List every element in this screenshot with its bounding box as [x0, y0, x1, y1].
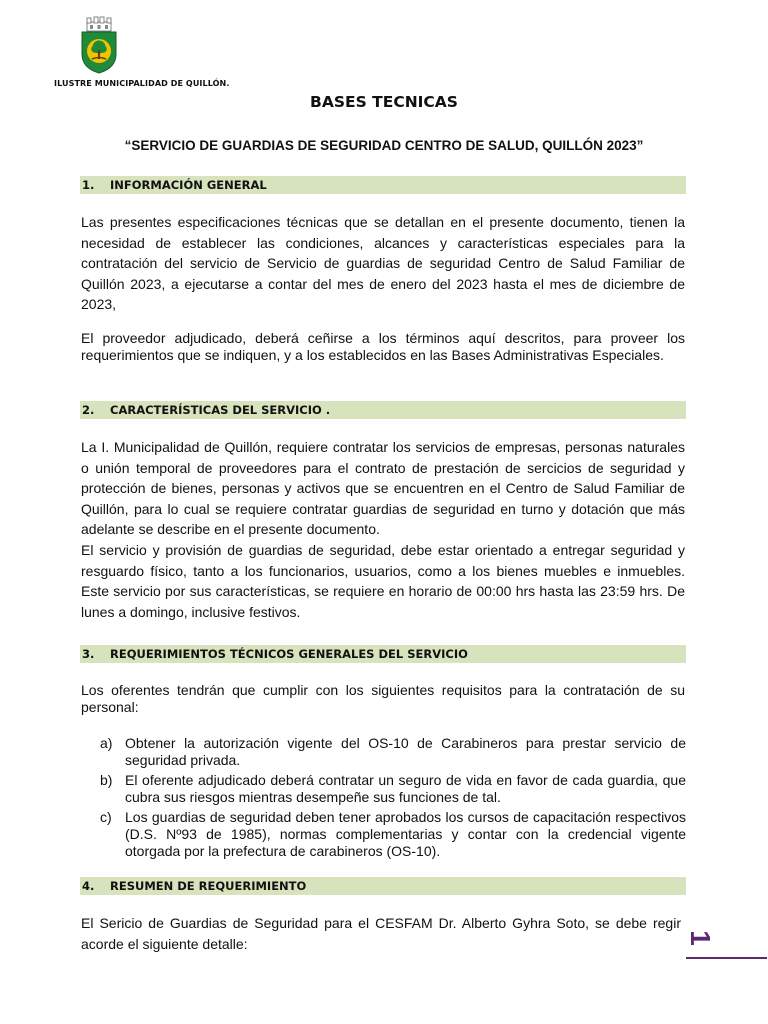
paragraph: Los oferentes tendrán que cumplir con los siguientes requisitos para la contratación de su personal:	[81, 682, 685, 716]
document-subtitle: “SERVICIO DE GUARDIAS DE SEGURIDAD CENTRO DE SALUD, QUILLÓN 2023”	[124, 138, 644, 153]
paragraph: El Sericio de Guardias de Seguridad para el CESFAM Dr. Alberto Gyhra Soto, se debe regir acorde el siguiente detalle:	[81, 915, 681, 952]
municipal-coat-of-arms-icon	[80, 16, 118, 74]
section-heading	[80, 645, 686, 663]
section-title: REQUERIMIENTOS TÉCNICOS GENERALES DEL SERVICIO	[110, 647, 468, 661]
paragraph: La I. Municipalidad de Quillón, requiere contratar los servicios de empresas, personas naturales o unión temporal de proveedores para el contrato de prestación de sercicios de seguridad y protección de bienes, personas y activos que se encuentren en el Centro de Salud Familiar de Quillón, para lo cual se requiere contratar guardias de seguridad en turno y dotación que más adelante se describe en el presente documento.	[81, 439, 685, 538]
page-number-rule	[686, 957, 767, 959]
section-heading	[80, 176, 686, 194]
requirements-list	[100, 735, 686, 863]
section-title: CARACTERÍSTICAS DEL SERVICIO .	[110, 403, 331, 417]
list-item-text: El oferente adjudicado deberá contratar un seguro de vida en favor de cada guardia, que cubra sus riesgos mientras desempeñe sus funciones de tal.	[125, 771, 686, 806]
paragraph: Las presentes especificaciones técnicas que se detallan en el presente documento, tienen la necesidad de establecer las condiciones, alcances y características especiales para la contratación del servicio de Servicio de guardias de seguridad Centro de Salud Familiar de Quillón 2023, a ejecutarse a contar del mes de enero del 2023 hasta el mes de diciembre de 2023,	[81, 214, 685, 313]
page-number: 1	[685, 930, 716, 946]
list-item-text: Obtener la autorización vigente del OS-10 de Carabineros para prestar servicio de seguridad privada.	[125, 735, 686, 769]
section-heading	[80, 401, 686, 419]
section-number: 2.	[82, 403, 95, 417]
list-item	[100, 809, 686, 861]
section-heading	[80, 877, 686, 895]
list-item-text: Los guardias de seguridad deben tener aprobados los cursos de capacitación respectivos (D.S. Nº93 de 1985), normas complementarias y contar con la credencial vigente otorgada por la prefectura de carabineros (OS-10).	[125, 808, 686, 860]
document-title: BASES TECNICAS	[310, 93, 458, 111]
section-number: 1.	[82, 178, 95, 192]
list-marker: b)	[100, 771, 113, 788]
organization-name: ILUSTRE MUNICIPALIDAD DE QUILLÓN.	[54, 79, 230, 88]
list-marker: c)	[100, 808, 112, 825]
list-marker: a)	[100, 735, 113, 751]
section-number: 4.	[82, 879, 95, 893]
list-item	[100, 735, 686, 770]
section-title: RESUMEN DE REQUERIMIENTO	[110, 879, 307, 893]
paragraph: El proveedor adjudicado, deberá ceñirse a los términos aquí descritos, para proveer los requerimientos que se indiquen, y a los establecidos en las Bases Administrativas Especiales.	[81, 330, 685, 364]
section-number: 3.	[82, 647, 95, 661]
list-item	[100, 772, 686, 807]
section-title: INFORMACIÓN GENERAL	[110, 178, 267, 192]
paragraph: El servicio y provisión de guardias de seguridad, debe estar orientado a entregar seguridad y resguardo físico, tanto a los funcionarios, usuarios, como a los bienes muebles e inmuebles. Este servicio por sus características, se requiere en horario de 00:00 hrs hasta las 23:59 hrs. De lunes a domingo, inclusive festivos.	[81, 542, 685, 620]
